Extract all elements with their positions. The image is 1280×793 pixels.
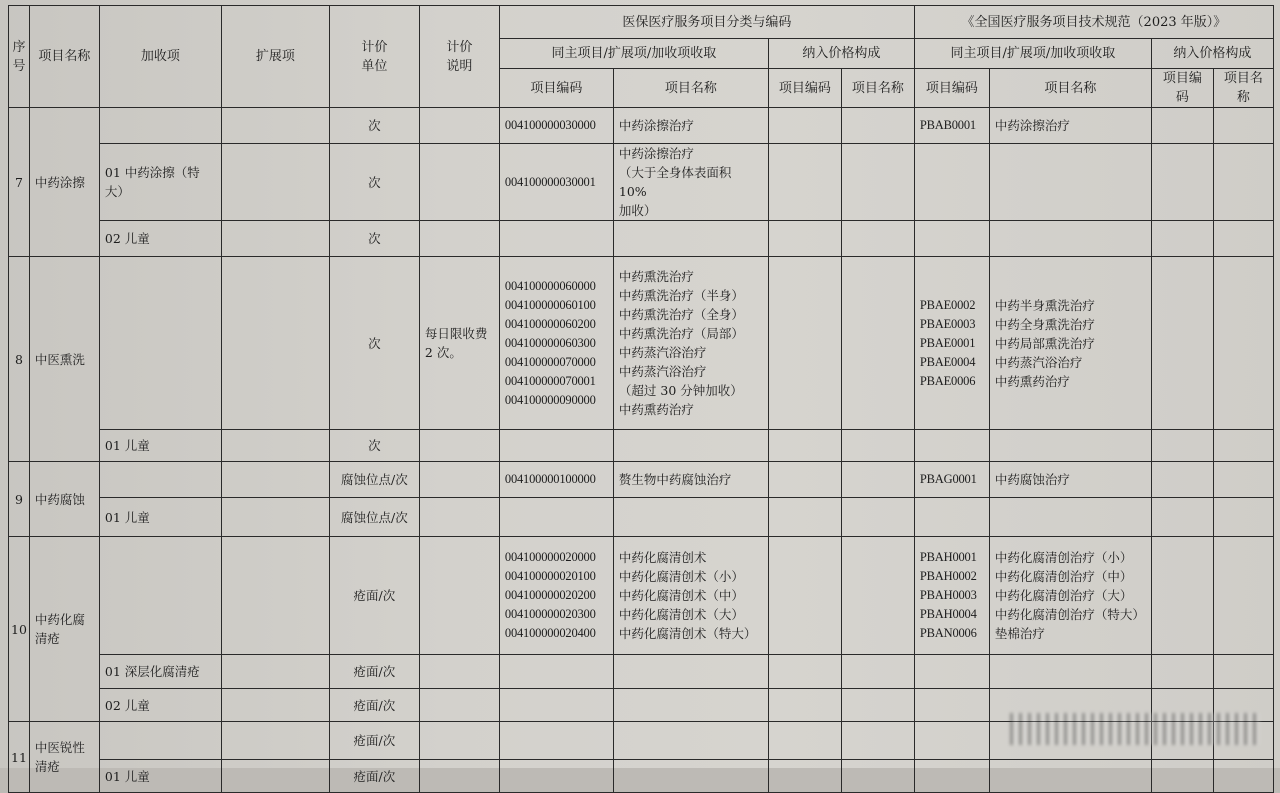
extension-cell xyxy=(221,430,329,462)
pricing-note-cell xyxy=(419,537,499,655)
addon-cell: 01 儿童 xyxy=(99,760,221,793)
addon-cell: 01 深层化腐清疮 xyxy=(99,655,221,689)
seq-cell: 8 xyxy=(9,257,30,462)
insurance-code-cell xyxy=(499,430,613,462)
insurance-code-cell: 004100000030001 xyxy=(499,144,613,221)
insurance-name-cell xyxy=(613,221,768,257)
insurance-code-cell xyxy=(499,655,613,689)
header-name: 项目名称 xyxy=(841,69,914,108)
insurance-code-cell xyxy=(499,221,613,257)
standard-price-name-cell xyxy=(1213,430,1273,462)
insurance-code-cell: 004100000030000 xyxy=(499,108,613,144)
standard-code-cell xyxy=(914,430,989,462)
header-pricing-unit: 计价 单位 xyxy=(329,6,419,108)
standard-name-cell: 中药涂擦治疗 xyxy=(989,108,1151,144)
extension-cell xyxy=(221,108,329,144)
extension-cell xyxy=(221,144,329,221)
header-name: 项目名称 xyxy=(989,69,1151,108)
insurance-price-name-cell xyxy=(841,144,914,221)
standard-price-name-cell xyxy=(1213,537,1273,655)
standard-code-cell xyxy=(914,144,989,221)
header-seq: 序 号 xyxy=(9,6,30,108)
standard-code-cell: PBAB0001 xyxy=(914,108,989,144)
insurance-code-cell: 004100000100000 xyxy=(499,462,613,498)
pricing-unit-cell: 次 xyxy=(329,257,419,430)
insurance-name-cell: 赘生物中药腐蚀治疗 xyxy=(613,462,768,498)
insurance-price-code-cell xyxy=(768,221,841,257)
standard-price-code-cell xyxy=(1151,760,1213,793)
standard-name-cell: 中药半身熏洗治疗 中药全身熏洗治疗 中药局部熏洗治疗 中药蒸汽浴治疗 中药熏药治疗 xyxy=(989,257,1151,430)
table-row xyxy=(9,498,1274,537)
seq-cell: 10 xyxy=(9,537,30,722)
pricing-note-cell xyxy=(419,144,499,221)
insurance-price-name-cell xyxy=(841,430,914,462)
insurance-code-cell xyxy=(499,722,613,760)
extension-cell xyxy=(221,722,329,760)
insurance-price-name-cell xyxy=(841,257,914,430)
extension-cell xyxy=(221,221,329,257)
standard-price-code-cell xyxy=(1151,430,1213,462)
header-standard-price: 纳入价格构成 xyxy=(1151,39,1273,69)
standard-code-cell xyxy=(914,221,989,257)
standard-price-code-cell xyxy=(1151,144,1213,221)
pricing-unit-cell: 疮面/次 xyxy=(329,537,419,655)
insurance-code-cell xyxy=(499,689,613,722)
header-code: 项目编码 xyxy=(1151,69,1213,108)
pricing-unit-cell: 疮面/次 xyxy=(329,655,419,689)
header-item-name: 项目名称 xyxy=(29,6,99,108)
insurance-code-cell: 004100000060000 004100000060100 004100000060200 004100000060300 004100000070000 004100000070001 004100000090000 xyxy=(499,257,613,430)
standard-price-code-cell xyxy=(1151,537,1213,655)
insurance-price-name-cell xyxy=(841,462,914,498)
table-row xyxy=(9,430,1274,462)
insurance-name-cell xyxy=(613,430,768,462)
item-name-cell: 中医熏洗 xyxy=(29,257,99,462)
addon-cell: 01 中药涂擦（特大） xyxy=(99,144,221,221)
pricing-unit-cell: 次 xyxy=(329,221,419,257)
extension-cell xyxy=(221,689,329,722)
extension-cell xyxy=(221,655,329,689)
extension-cell xyxy=(221,498,329,537)
insurance-name-cell xyxy=(613,689,768,722)
standard-price-code-cell xyxy=(1151,462,1213,498)
table-row xyxy=(9,462,1274,498)
extension-cell xyxy=(221,462,329,498)
table-row xyxy=(9,144,1274,221)
pricing-note-cell xyxy=(419,430,499,462)
standard-price-code-cell xyxy=(1151,498,1213,537)
standard-code-cell xyxy=(914,722,989,760)
standard-name-cell xyxy=(989,221,1151,257)
header-insurance-group: 医保医疗服务项目分类与编码 xyxy=(499,6,914,39)
insurance-price-name-cell xyxy=(841,760,914,793)
insurance-price-name-cell xyxy=(841,537,914,655)
insurance-price-code-cell xyxy=(768,498,841,537)
table-row xyxy=(9,537,1274,655)
item-name-cell: 中医锐性 清疮 xyxy=(29,722,99,793)
insurance-name-cell: 中药化腐清创术 中药化腐清创术（小） 中药化腐清创术（中） 中药化腐清创术（大） 中药化腐清创术（特大） xyxy=(613,537,768,655)
addon-cell: 02 儿童 xyxy=(99,689,221,722)
pricing-unit-cell: 疮面/次 xyxy=(329,760,419,793)
standard-code-cell xyxy=(914,760,989,793)
insurance-name-cell xyxy=(613,722,768,760)
header-name: 项目名称 xyxy=(613,69,768,108)
addon-cell xyxy=(99,537,221,655)
table-row xyxy=(9,108,1274,144)
pricing-unit-cell: 次 xyxy=(329,108,419,144)
header-extension: 扩展项 xyxy=(221,6,329,108)
insurance-price-code-cell xyxy=(768,108,841,144)
insurance-name-cell xyxy=(613,760,768,793)
insurance-price-name-cell xyxy=(841,221,914,257)
item-name-cell: 中药化腐 清疮 xyxy=(29,537,99,722)
standard-name-cell: 中药腐蚀治疗 xyxy=(989,462,1151,498)
insurance-price-code-cell xyxy=(768,760,841,793)
insurance-code-cell xyxy=(499,498,613,537)
standard-price-code-cell xyxy=(1151,108,1213,144)
standard-name-cell xyxy=(989,655,1151,689)
standard-price-code-cell xyxy=(1151,257,1213,430)
standard-name-cell xyxy=(989,144,1151,221)
standard-code-cell: PBAH0001 PBAH0002 PBAH0003 PBAH0004 PBAN0006 xyxy=(914,537,989,655)
watermark xyxy=(1010,713,1260,745)
header-insurance-charge: 同主项目/扩展项/加收项收取 xyxy=(499,39,768,69)
pricing-unit-cell: 腐蚀位点/次 xyxy=(329,462,419,498)
insurance-price-code-cell xyxy=(768,689,841,722)
insurance-name-cell: 中药涂擦治疗 xyxy=(613,108,768,144)
insurance-code-cell xyxy=(499,760,613,793)
standard-code-cell xyxy=(914,498,989,537)
standard-price-name-cell xyxy=(1213,144,1273,221)
addon-cell xyxy=(99,462,221,498)
pricing-note-cell xyxy=(419,689,499,722)
table-row xyxy=(9,221,1274,257)
standard-name-cell xyxy=(989,430,1151,462)
insurance-code-cell: 004100000020000 004100000020100 004100000020200 004100000020300 004100000020400 xyxy=(499,537,613,655)
addon-cell xyxy=(99,722,221,760)
insurance-price-code-cell xyxy=(768,655,841,689)
standard-price-code-cell xyxy=(1151,221,1213,257)
seq-cell: 11 xyxy=(9,722,30,793)
header-name: 项目名称 xyxy=(1213,69,1273,108)
insurance-price-code-cell xyxy=(768,144,841,221)
pricing-table xyxy=(8,5,1274,793)
insurance-price-name-cell xyxy=(841,498,914,537)
standard-price-name-cell xyxy=(1213,257,1273,430)
insurance-price-code-cell xyxy=(768,722,841,760)
addon-cell: 02 儿童 xyxy=(99,221,221,257)
standard-name-cell xyxy=(989,498,1151,537)
insurance-name-cell xyxy=(613,655,768,689)
pricing-note-cell: 每日限收费 2 次。 xyxy=(419,257,499,430)
header-code: 项目编码 xyxy=(499,69,613,108)
standard-price-name-cell xyxy=(1213,108,1273,144)
header-addon: 加收项 xyxy=(99,6,221,108)
pricing-note-cell xyxy=(419,498,499,537)
pricing-unit-cell: 疮面/次 xyxy=(329,689,419,722)
extension-cell xyxy=(221,537,329,655)
insurance-price-name-cell xyxy=(841,689,914,722)
insurance-name-cell: 中药熏洗治疗 中药熏洗治疗（半身） 中药熏洗治疗（全身） 中药熏洗治疗（局部） 中药蒸汽浴治疗 中药蒸汽浴治疗 （超过 30 分钟加收） 中药熏药治疗 xyxy=(613,257,768,430)
header-standard-charge: 同主项目/扩展项/加收项收取 xyxy=(914,39,1151,69)
header-insurance-price: 纳入价格构成 xyxy=(768,39,914,69)
addon-cell xyxy=(99,108,221,144)
standard-name-cell xyxy=(989,760,1151,793)
item-name-cell: 中药涂擦 xyxy=(29,108,99,257)
standard-code-cell xyxy=(914,655,989,689)
pricing-note-cell xyxy=(419,655,499,689)
standard-price-name-cell xyxy=(1213,760,1273,793)
table-row xyxy=(9,760,1274,793)
table-row xyxy=(9,655,1274,689)
pricing-unit-cell: 疮面/次 xyxy=(329,722,419,760)
pricing-unit-cell: 次 xyxy=(329,144,419,221)
addon-cell xyxy=(99,257,221,430)
insurance-price-code-cell xyxy=(768,537,841,655)
standard-price-name-cell xyxy=(1213,498,1273,537)
standard-price-name-cell xyxy=(1213,462,1273,498)
standard-code-cell xyxy=(914,689,989,722)
header-code: 项目编码 xyxy=(914,69,989,108)
seq-cell: 7 xyxy=(9,108,30,257)
insurance-name-cell xyxy=(613,498,768,537)
insurance-price-name-cell xyxy=(841,722,914,760)
header-code: 项目编码 xyxy=(768,69,841,108)
pricing-note-cell xyxy=(419,760,499,793)
pricing-note-cell xyxy=(419,221,499,257)
insurance-price-name-cell xyxy=(841,108,914,144)
addon-cell: 01 儿童 xyxy=(99,498,221,537)
pricing-note-cell xyxy=(419,108,499,144)
header-standard-group: 《全国医疗服务项目技术规范（2023 年版）》 xyxy=(914,6,1273,39)
table-body xyxy=(9,108,1274,793)
extension-cell xyxy=(221,257,329,430)
extension-cell xyxy=(221,760,329,793)
addon-cell: 01 儿童 xyxy=(99,430,221,462)
insurance-price-code-cell xyxy=(768,257,841,430)
pricing-note-cell xyxy=(419,462,499,498)
standard-price-code-cell xyxy=(1151,655,1213,689)
pricing-unit-cell: 次 xyxy=(329,430,419,462)
seq-cell: 9 xyxy=(9,462,30,537)
standard-code-cell: PBAG0001 xyxy=(914,462,989,498)
standard-price-name-cell xyxy=(1213,655,1273,689)
pricing-note-cell xyxy=(419,722,499,760)
insurance-price-code-cell xyxy=(768,430,841,462)
insurance-price-name-cell xyxy=(841,655,914,689)
header-pricing-note: 计价 说明 xyxy=(419,6,499,108)
pricing-unit-cell: 腐蚀位点/次 xyxy=(329,498,419,537)
insurance-price-code-cell xyxy=(768,462,841,498)
standard-name-cell: 中药化腐清创治疗（小） 中药化腐清创治疗（中） 中药化腐清创治疗（大） 中药化腐清创治疗（特大） 垫棉治疗 xyxy=(989,537,1151,655)
standard-code-cell: PBAE0002 PBAE0003 PBAE0001 PBAE0004 PBAE0006 xyxy=(914,257,989,430)
standard-price-name-cell xyxy=(1213,221,1273,257)
table-row xyxy=(9,257,1274,430)
item-name-cell: 中药腐蚀 xyxy=(29,462,99,537)
insurance-name-cell: 中药涂擦治疗 （大于全身体表面积 10% 加收） xyxy=(613,144,768,221)
